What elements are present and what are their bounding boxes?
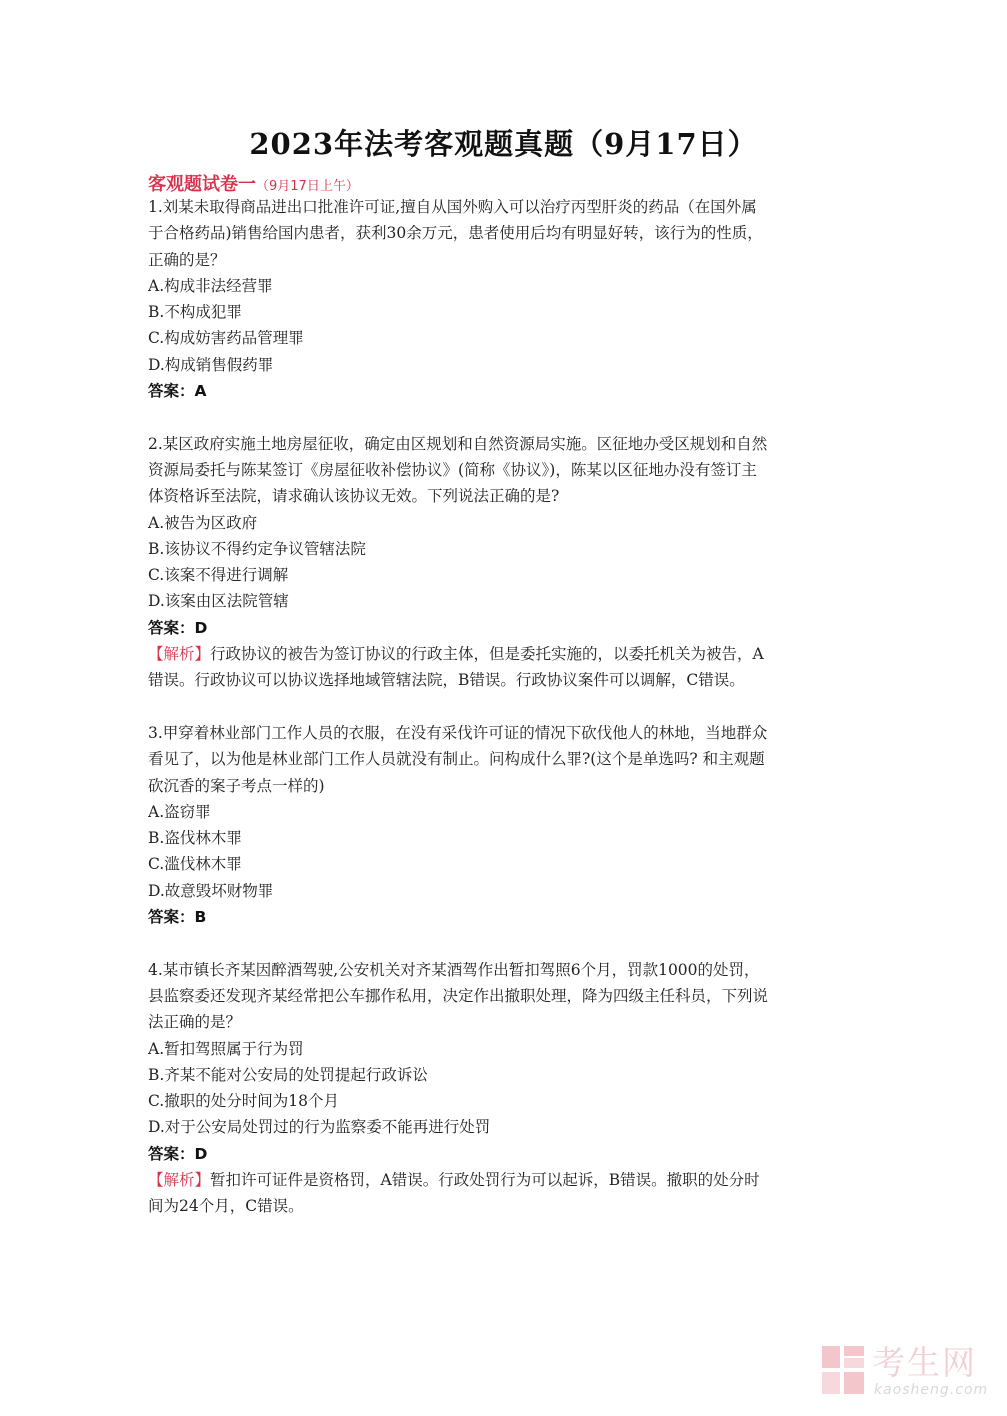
question-2-analysis-text: 行政协议的被告为签订协议的行政主体，但是委托实施的，以委托机关为被告，A (210, 645, 764, 664)
question-2-option-c: C.该案不得进行调解 (148, 566, 289, 585)
question-2-analysis-line: 错误。行政协议可以协议选择地域管辖法院，B错误。行政协议案件可以调解，C错误。 (148, 671, 745, 690)
question-4-answer: 答案：D (148, 1144, 208, 1163)
question-1 (148, 194, 860, 404)
question-1-option-b: B.不构成犯罪 (148, 303, 242, 322)
question-1-stem-line: 1.刘某未取得商品进出口批准许可证,擅自从国外购入可以治疗丙型肝炎的药品（在国外属 (148, 198, 757, 216)
question-list (148, 194, 860, 1220)
question-spacer (148, 404, 860, 430)
logo-block (844, 1346, 864, 1356)
question-3-option-d: D.故意毁坏财物罪 (148, 881, 274, 900)
logo-block (822, 1346, 840, 1368)
question-4-option-d: D.对于公安局处罚过的行为监察委不能再进行处罚 (148, 1118, 491, 1137)
question-4 (148, 957, 860, 1220)
question-4-analysis-text: 暂扣许可证件是资格罚，A错误。行政处罚行为可以起诉，B错误。撤职的处分时 (210, 1170, 760, 1189)
question-3-option-c: C.滥伐林木罪 (148, 855, 242, 874)
question-2-stem-line: 资源局委托与陈某签订《房屋征收补偿协议》(简称《协议》)，陈某以区征地办没有签订主 (148, 460, 757, 479)
question-1-stem-line: 于合格药品)销售给国内患者，获利30余万元，患者使用后均有明显好转，该行为的性质， (148, 224, 763, 243)
question-2-stem-line: 体资格诉至法院，请求确认该协议无效。下列说法正确的是? (148, 487, 560, 506)
question-2 (148, 431, 860, 694)
question-2-option-a: A.被告为区政府 (148, 513, 258, 532)
section-heading-main: 客观题试卷一 (148, 174, 256, 195)
watermark (820, 1344, 990, 1404)
question-3 (148, 720, 860, 930)
analysis-tag: 【解析】 (148, 645, 211, 664)
question-3-answer: 答案：B (148, 908, 207, 927)
question-3-option-a: A.盗窃罪 (148, 802, 211, 821)
kaosheng-logo-icon (820, 1344, 866, 1396)
question-1-option-d: D.构成销售假药罪 (148, 355, 274, 374)
question-1-option-a: A.构成非法经营罪 (148, 276, 273, 295)
question-4-stem-line: 县监察委还发现齐某经常把公车挪作私用，决定作出撤职处理，降为四级主任科员，下列说 (148, 986, 769, 1005)
question-4-analysis-line: 间为24个月，C错误。 (148, 1197, 304, 1216)
page-title: 2023年法考客观题真题（9月17日） (249, 127, 758, 161)
section-heading (148, 170, 359, 196)
question-2-option-d: D.该案由区法院管辖 (148, 592, 289, 611)
question-1-stem-line: 正确的是？ (148, 250, 226, 269)
question-3-option-b: B.盗伐林木罪 (148, 829, 242, 848)
logo-block (844, 1358, 864, 1368)
question-spacer (148, 694, 860, 720)
question-3-stem-line: 3.甲穿着林业部门工作人员的衣服，在没有采伐许可证的情况下砍伐他人的林地，当地群众 (148, 723, 768, 742)
analysis-tag: 【解析】 (148, 1170, 211, 1189)
question-2-option-b: B.该协议不得约定争议管辖法院 (148, 539, 366, 558)
logo-block (822, 1372, 840, 1394)
question-2-stem-line: 2.某区政府实施土地房屋征收，确定由区规划和自然资源局实施。区征地办受区规划和自然 (148, 434, 768, 453)
question-2-answer: 答案：D (148, 618, 208, 637)
section-heading-sub: （9月17日上午） (256, 179, 359, 194)
logo-block (844, 1372, 864, 1394)
question-1-answer: 答案：A (148, 382, 207, 401)
question-4-option-b: B.齐某不能对公安局的处罚提起行政诉讼 (148, 1065, 428, 1084)
question-4-stem-line: 4.某市镇长齐某因醉酒驾驶,公安机关对齐某酒驾作出暂扣驾照6个月，罚款1000的处罚， (148, 960, 760, 979)
question-2-analysis-line (148, 641, 860, 667)
watermark-brand: 考生网 (872, 1343, 977, 1382)
question-4-stem-line: 法正确的是？ (148, 1013, 242, 1032)
question-4-analysis-line (148, 1167, 860, 1193)
question-3-stem-line: 看见了，以为他是林业部门工作人员就没有制止。问构成什么罪?(这个是单选吗? 和主观题 (148, 750, 765, 769)
watermark-url: kaosheng.com (874, 1382, 989, 1398)
question-spacer (148, 930, 860, 956)
question-4-option-c: C.撤职的处分时间为18个月 (148, 1092, 339, 1111)
question-1-option-c: C.构成妨害药品管理罪 (148, 329, 304, 348)
question-3-stem-line: 砍沉香的案子考点一样的) (148, 776, 325, 795)
question-4-option-a: A.暂扣驾照属于行为罚 (148, 1039, 304, 1058)
